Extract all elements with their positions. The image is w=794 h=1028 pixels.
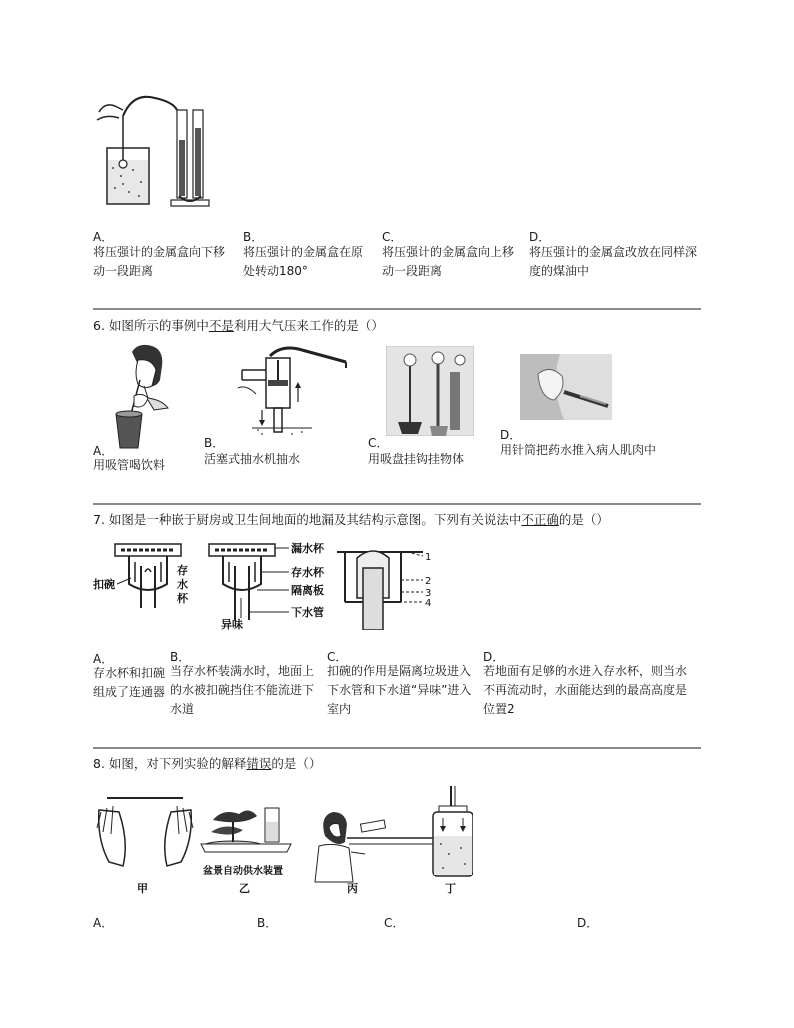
label-cunshuibei-vertical (177, 563, 192, 605)
label-gelieban: 隔离板 (291, 584, 324, 597)
q8-option-d-letter[interactable]: D． (577, 916, 599, 930)
label-cun: 存 (177, 564, 188, 577)
q5-option-b-text[interactable]: 将压强计的金属盒在原处转动180° (243, 245, 364, 278)
q6-option-d-letter[interactable]: D． (500, 428, 522, 442)
q6-option-b-letter[interactable]: B． (204, 436, 225, 450)
q5-option-c-text[interactable]: 将压强计的金属盒向上移动一段距离 (382, 245, 515, 278)
label-ding: 丁 (445, 882, 456, 895)
q6-title (93, 316, 384, 334)
label-bei: 杯 (177, 592, 188, 605)
q5-option-d-text[interactable]: 将压强计的金属盒改放在同样深度的煤油中 (529, 245, 698, 278)
label-position-3: 3 (425, 588, 432, 599)
label-yiwei: 异味 (221, 618, 243, 630)
q5-option-a-letter[interactable]: A． (93, 230, 114, 244)
label-penjing: 盆景自动供水装置 (203, 866, 283, 877)
q6-title-underlined: 不是 (208, 318, 234, 333)
label-bing: 丙 (347, 882, 358, 895)
q7-title-post: 的是（） (558, 512, 609, 527)
q6-title-post: 利用大气压来工作的是（） (233, 318, 384, 333)
divider-q6-q7 (93, 503, 701, 505)
q8-title (93, 754, 321, 772)
label-position-2: 2 (425, 576, 432, 587)
q6-option-c-text[interactable]: 用吸盘挂钩挂物体 (368, 452, 465, 466)
label-xiashuiguan: 下水管 (291, 606, 324, 619)
q5-option-a-text[interactable]: 将压强计的金属盒向下移动一段距离 (93, 245, 226, 278)
label-position-1: 1 (425, 552, 432, 563)
q7-title (93, 510, 609, 528)
q7-title-pre: 7. 如图是一种嵌于厨房或卫生间地面的地漏及其结构示意图。下列有关说法中 (93, 512, 522, 527)
q6-option-a-letter[interactable]: A． (93, 444, 114, 458)
q8-title-pre: 8. 如图，对下列实验的解释 (93, 756, 247, 771)
q8-experiments-figure (93, 782, 473, 900)
label-koubowan: 扣碗 (93, 578, 115, 591)
pressure-gauge-figure (93, 92, 213, 212)
q7-option-d-letter[interactable]: D． (483, 650, 505, 664)
q7-option-a-letter[interactable]: A． (93, 652, 114, 666)
q6-option-d-text[interactable]: 用针筒把药水推入病人肌肉中 (500, 443, 657, 457)
label-shui: 水 (177, 578, 188, 591)
q5-option-c-letter[interactable]: C． (382, 230, 403, 244)
q8-option-b-letter[interactable]: B． (257, 916, 278, 930)
label-position-4: 4 (425, 598, 432, 609)
q6-title-pre: 6. 如图所示的事例中 (93, 318, 209, 333)
label-cunshuibei: 存水杯 (291, 566, 324, 579)
q6-option-b-text[interactable]: 活塞式抽水机抽水 (204, 452, 301, 466)
q8-option-c-letter[interactable]: C． (384, 916, 405, 930)
divider-q7-q8 (93, 747, 701, 749)
q8-title-underlined: 错误 (246, 756, 272, 771)
syringe-injection-figure (520, 354, 612, 420)
q6-option-c-letter[interactable]: C． (368, 436, 389, 450)
q5-option-d-letter[interactable]: D． (529, 230, 551, 244)
label-loushuibei: 漏水杯 (291, 542, 324, 555)
q7-option-a-text[interactable]: 存水杯和扣碗组成了连通器 (93, 666, 166, 699)
q8-title-post: 的是（） (271, 756, 322, 771)
q7-title-underlined: 不正确 (521, 512, 559, 527)
straw-drinking-figure (108, 340, 178, 450)
q7-option-c-text[interactable]: 扣碗的作用是隔离垃圾进入下水管和下水道“异味”进入室内 (327, 664, 472, 716)
label-jia: 甲 (137, 882, 148, 895)
q7-option-c-letter[interactable]: C． (327, 650, 348, 664)
q7-option-b-letter[interactable]: B． (170, 650, 191, 664)
q7-option-d-text[interactable]: 若地面有足够的水进入存水杯，则当水不再流动时，水面能达到的最高高度是位置2 (483, 664, 688, 716)
piston-pump-figure (222, 340, 352, 440)
q7-option-b-text[interactable]: 当存水杯装满水时，地面上的水被扣碗挡住不能流进下水道 (170, 664, 315, 716)
floor-drain-figure (93, 538, 443, 630)
suction-hook-figure (386, 346, 474, 436)
q8-option-a-letter[interactable]: A． (93, 916, 114, 930)
label-yi: 乙 (239, 882, 250, 895)
divider-q5-q6 (93, 308, 701, 310)
q5-option-b-letter[interactable]: B． (243, 230, 264, 244)
q6-option-a-text[interactable]: 用吸管喝饮料 (93, 458, 166, 472)
